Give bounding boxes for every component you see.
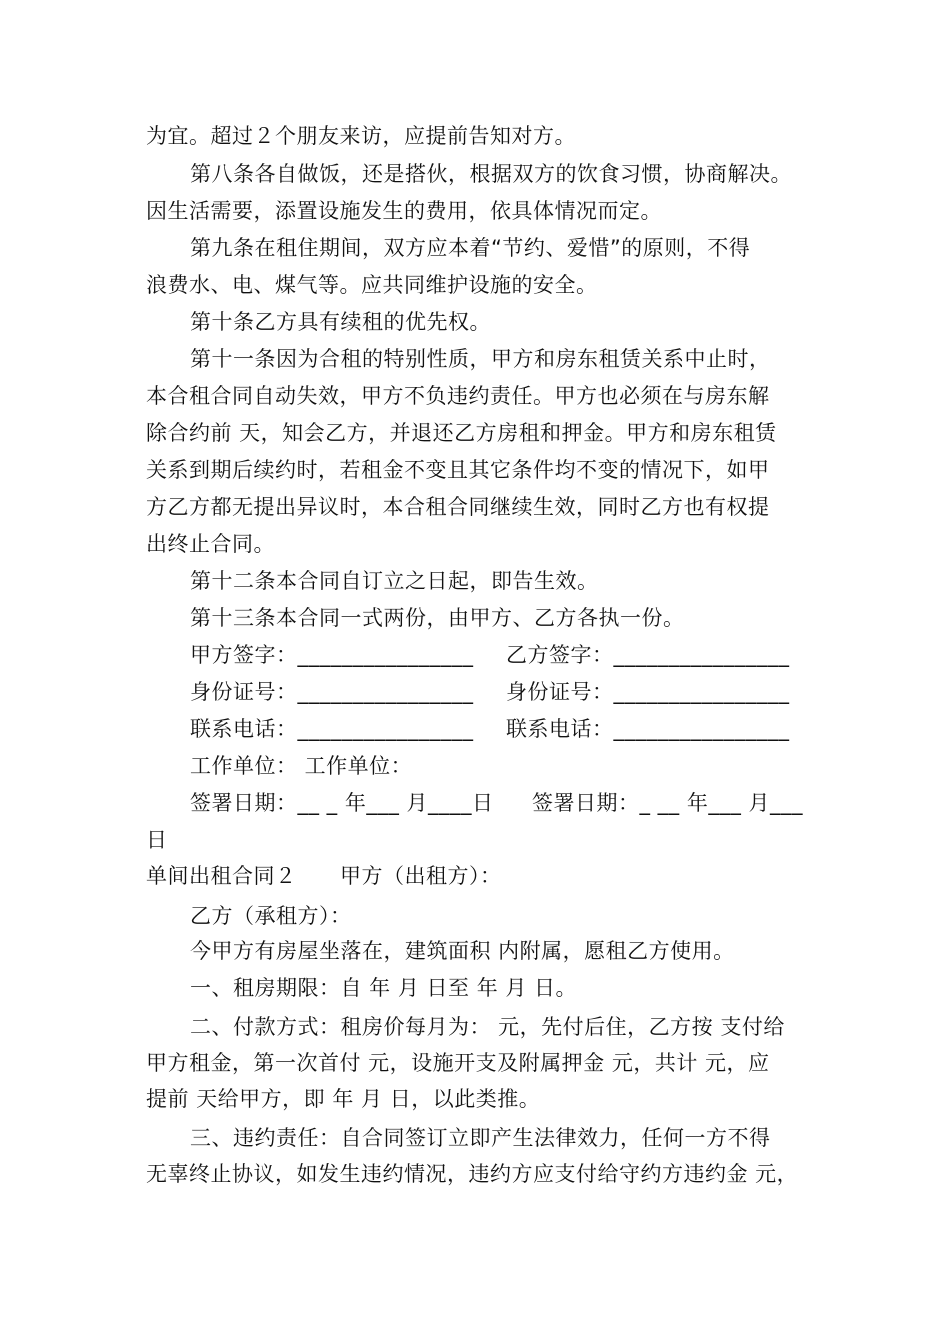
party-a-phone-field: 联系电话：________________ <box>190 717 474 741</box>
text-line: 提前 天给甲方，即 年 月 日，以此类推。 <box>146 1087 541 1111</box>
text-line: 二、付款方式：租房价每月为： 元，先付后住，乙方按 支付给 <box>190 1015 785 1039</box>
text-line: 除合约前 天，知会乙方，并退还乙方房租和押金。甲方和房东租赁 <box>146 421 777 445</box>
text-line: 无辜终止协议，如发生违约情况，违约方应支付给守约方违约金 元， <box>146 1162 799 1186</box>
party-a-id-field: 身份证号：________________ <box>190 680 474 704</box>
text-line: 第十二条本合同自订立之日起，即告生效。 <box>190 569 599 593</box>
party-b-phone-field: 联系电话：________________ <box>506 717 790 741</box>
text-line: 第九条在租住期间，双方应本着“节约、爱惜”的原则，不得 <box>190 236 751 260</box>
text-line: 浪费水、电、煤气等。应共同维护设施的安全。 <box>146 273 598 297</box>
text-line: 第十三条本合同一式两份，由甲方、乙方各执一份。 <box>190 606 685 630</box>
text-line: 本合租合同自动失效，甲方不负违约责任。甲方也必须在与房东解 <box>146 384 770 408</box>
party-a-signature-field: 甲方签字：________________ <box>190 643 474 667</box>
party-b-signature-field: 乙方签字：________________ <box>506 643 790 667</box>
party-a-lessor-label: 甲方（出租方）： <box>340 864 502 888</box>
party-b-id-field: 身份证号：________________ <box>506 680 790 704</box>
text-line: 三、违约责任：自合同签订立即产生法律效力，任何一方不得 <box>190 1126 771 1150</box>
text-line: 为宜。超过２个朋友来访，应提前告知对方。 <box>146 124 576 148</box>
text-line: 第十一条因为合租的特别性质，甲方和房东租赁关系中止时， <box>190 347 771 371</box>
text-line: 一、租房期限：自 年 月 日至 年 月 日。 <box>190 976 578 1000</box>
text-line: 甲方租金，第一次首付 元，设施开支及附属押金 元，共计 元，应 <box>146 1051 770 1075</box>
text-line: 方乙方都无提出异议时，本合租合同继续生效，同时乙方也有权提 <box>146 495 770 519</box>
text-line: 日 <box>146 828 168 852</box>
text-line: 因生活需要，添置设施发生的费用，依具体情况而定。 <box>146 199 662 223</box>
contract-2-heading: 单间出租合同２ <box>146 864 297 888</box>
party-b-sign-date: 签署日期：_ __ 年___ 月___ <box>532 791 804 815</box>
party-a-sign-date: 签署日期：__ _ 年___ 月____日 <box>190 791 494 815</box>
text-line: 第八条各自做饭，还是搭伙，根据双方的饮食习惯，协商解决。 <box>190 162 792 186</box>
text-line: 出终止合同。 <box>146 532 275 556</box>
party-b-lessee-label: 乙方（承租方）： <box>190 904 352 928</box>
text-line: 第十条乙方具有续租的优先权。 <box>190 310 491 334</box>
text-line: 关系到期后续约时，若租金不变且其它条件均不变的情况下，如甲 <box>146 458 770 482</box>
work-unit-fields: 工作单位： 工作单位： <box>190 754 413 778</box>
text-line: 今甲方有房屋坐落在，建筑面积 内附属，愿租乙方使用。 <box>190 939 735 963</box>
